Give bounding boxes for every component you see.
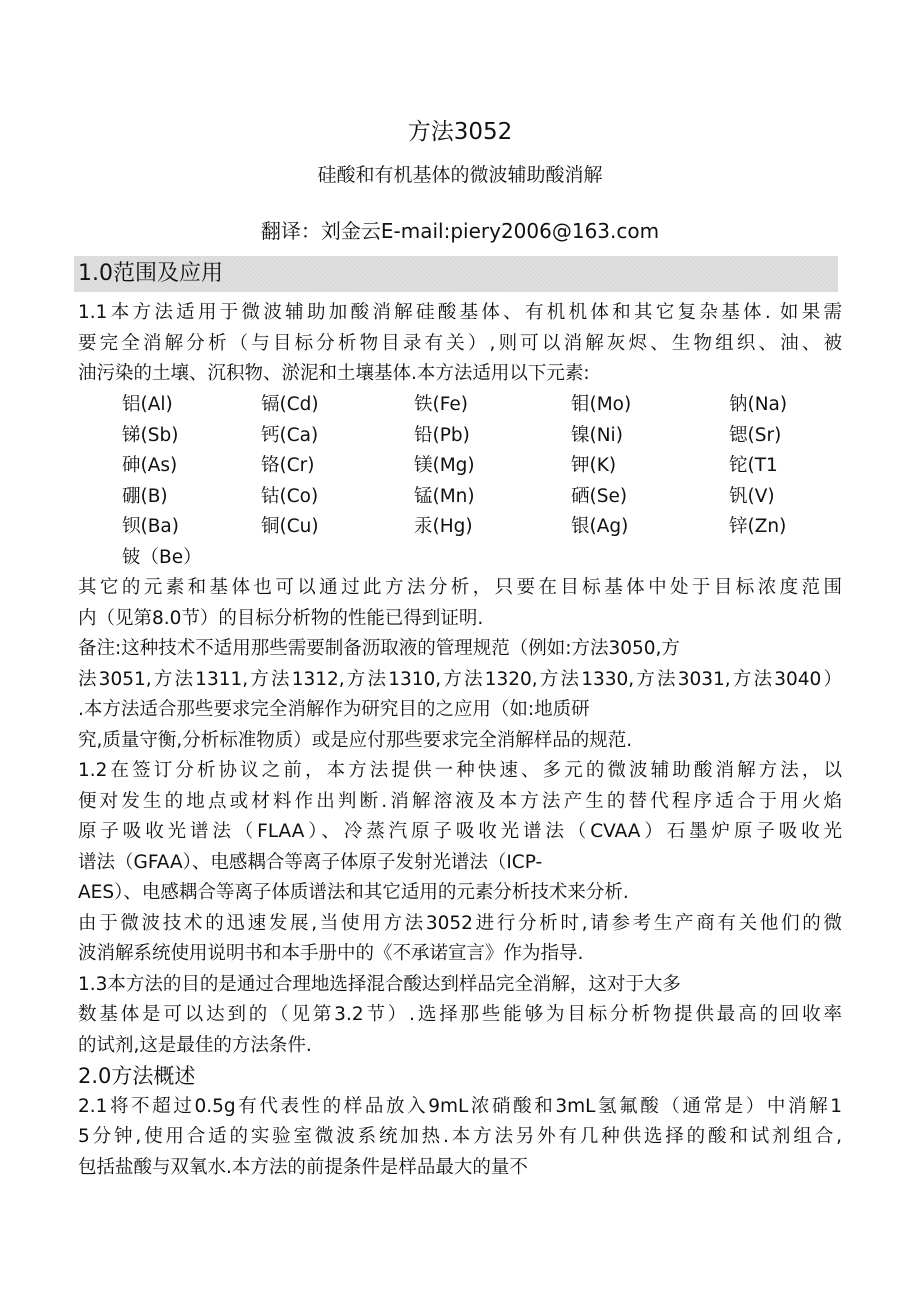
element-list: [78, 390, 842, 573]
element-item: 钼(Mo): [571, 394, 632, 415]
section-1-body: [78, 298, 842, 1178]
paragraph-line: 的试剂,这是最佳的方法条件.: [78, 1034, 312, 1056]
element-item: 铊(T1: [729, 455, 778, 476]
paragraph-line: 要完全消解分析（与目标分析物目录有关）,则可以消解灰烬、生物组织、油、被: [78, 332, 842, 354]
paragraph-line: 油污染的土壤、沉积物、淤泥和土壤基体.本方法适用以下元素:: [78, 363, 590, 384]
element-item: 铜(Cu): [261, 516, 319, 537]
paragraph-line: 便对发生的地点或材料作出判断.消解溶液及本方法产生的替代程序适合于用火焰: [78, 790, 842, 812]
element-item: 锶(Sr): [729, 424, 782, 446]
element-item: 锌(Zn): [729, 516, 787, 537]
paragraph-line: 备注:这种技术不适用那些需要制备沥取液的管理规范（例如:方法3050,方: [78, 638, 680, 659]
element-item: 铬(Cr): [261, 455, 315, 476]
document-subtitle: 硅酸和有机基体的微波辅助酸消解: [317, 164, 603, 186]
section-heading-bar: [74, 256, 838, 292]
paragraph-line: 2.1将不超过0.5g有代表性的样品放入9mL浓硝酸和3mL氢氟酸（通常是）中消解1: [78, 1095, 842, 1117]
paragraph-line: .本方法适合那些要求完全消解作为研究目的之应用（如:地质研: [78, 699, 590, 720]
paragraph-line: 1.2在签订分析协议之前，本方法提供一种快速、多元的微波辅助酸消解方法，以: [78, 760, 842, 781]
paragraph-line: 5分钟,使用合适的实验室微波系统加热.本方法另外有几种供选择的酸和试剂组合,: [78, 1126, 842, 1147]
element-item: 铅(Pb): [414, 424, 470, 446]
element-row: [78, 390, 842, 421]
element-item: 铝(Al): [122, 394, 173, 415]
element-item: 锰(Mn): [414, 485, 475, 507]
element-item: 砷(As): [122, 455, 178, 476]
paragraph-line: 1.3本方法的目的是通过合理地选择混合酸达到样品完全消解，这对于大多: [78, 973, 681, 995]
element-item: 钴(Co): [261, 485, 319, 507]
element-item: 钾(K): [571, 455, 617, 476]
paragraph-line: 内（见第8.0节）的目标分析物的性能已得到证明.: [78, 607, 484, 629]
paragraph-line: 1.1本方法适用于微波辅助加酸消解硅酸基体、有机机体和其它复杂基体. 如果需: [78, 302, 842, 323]
paragraph-line: 由于微波技术的迅速发展,当使用方法3052进行分析时,请参考生产商有关他们的微: [78, 912, 842, 934]
paragraph-line: AES）、电感耦合等离子体质谱法和其它适用的元素分析技术来分析.: [78, 882, 629, 903]
element-item: 锑(Sb): [122, 424, 179, 446]
section-heading-2: 2.0方法概述: [78, 1064, 196, 1088]
element-row: [78, 512, 842, 543]
element-row: [78, 543, 842, 574]
paragraph-line: 数基体是可以达到的（见第3.2节）.选择那些能够为目标分析物提供最高的回收率: [78, 1004, 842, 1025]
element-row: [78, 482, 842, 513]
element-item: 铁(Fe): [414, 394, 468, 415]
element-item: 硼(B): [122, 485, 168, 507]
element-item: 铍（Be）: [122, 546, 202, 568]
document-title: 方法3052: [407, 119, 513, 145]
paragraph-line: 其它的元素和基体也可以通过此方法分析，只要在目标基体中处于目标浓度范围: [78, 577, 842, 598]
element-item: 钡(Ba): [122, 516, 179, 537]
translator-credit: 翻译：刘金云E-mail:piery2006@163.com: [260, 219, 660, 243]
element-item: 钠(Na): [729, 394, 788, 415]
element-item: 硒(Se): [571, 485, 628, 507]
section-1-continued: [78, 573, 842, 1183]
element-item: 镁(Mg): [414, 455, 475, 476]
element-row: [78, 421, 842, 452]
paragraph-line: 究,质量守衡,分析标准物质）或是应付那些要求完全消解样品的规范.: [78, 729, 633, 751]
element-item: 镉(Cd): [261, 394, 319, 415]
element-item: 钒(V): [729, 485, 775, 507]
paragraph-line: 波消解系统使用说明书和本手册中的《不承诺宣言》作为指导.: [78, 943, 584, 964]
section-heading-1: 1.0范围及应用: [78, 261, 223, 286]
element-row: [78, 451, 842, 482]
element-item: 镍(Ni): [571, 424, 623, 446]
element-item: 汞(Hg): [414, 516, 473, 537]
element-item: 银(Ag): [571, 516, 629, 537]
paragraph-line: 包括盐酸与双氧水.本方法的前提条件是样品最大的量不: [78, 1156, 528, 1178]
element-item: 钙(Ca): [261, 424, 319, 446]
paragraph-line: 法3051,方法1311,方法1312,方法1310,方法1320,方法1330,方法3031,方法3040）: [78, 668, 842, 690]
paragraph-line: 谱法（GFAA）、电感耦合等离子体原子发射光谱法（ICP-: [78, 851, 543, 873]
paragraph-line: 原子吸收光谱法（FLAA）、冷蒸汽原子吸收光谱法（CVAA）石墨炉原子吸收光: [78, 821, 842, 842]
